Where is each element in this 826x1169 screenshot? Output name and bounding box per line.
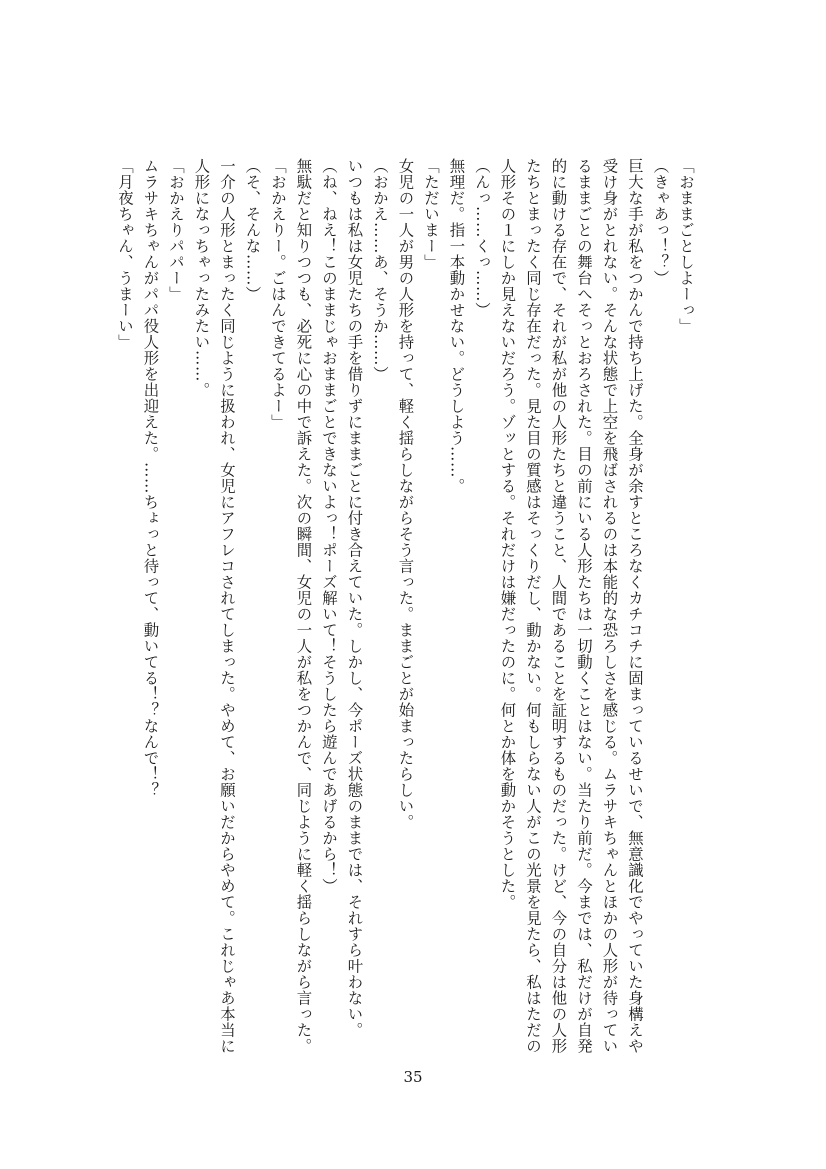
text-line: 「おままごとしよーっ」 — [677, 158, 695, 334]
text-line: 無駄だと知りつつも、必死に心の中で訴えた。次の瞬間、女児の一人が私をつかんで、同じように軽く揺らしながら言った。 — [294, 158, 313, 1054]
text-line: いつもは私は女児たちの手を借りずにままごとに付き合えていた。しかし、今ポーズ状態のままでは、それすら叶わない。 — [345, 158, 364, 1038]
text-line: 「ただいまー」 — [422, 158, 440, 270]
text-line: 巨大な手が私をつかんで持ち上げた。全身が余すところなくカチコチに固まっているせいで、無意識化でやっていた身構えや受け身がとれない。そんな状態で上空を飛ばされるのは本能的な恐ろしさを感じる。ムラサキちゃんとほかの人形が待っているままごとの舞台へそっとおろされた。目の前にいる人形たちは一切動くことはない。当たり前だ。今までは、私だけが自発的に動ける存在で、それが私が他の人形たちと違うこと、人間であることを証明するものだった。けど、今の自分は他の人形たちとまったく同じ存在だった。見た目の質感はそっくりだし、動かない。何もしらない人がこの光景を見たら、私はただの人形その１にしか見えないだろう。ゾッとする。それだけは嫌だったのに。何とか体を動かそうとした。 — [498, 158, 644, 1054]
text-line: 無理だ。指一本動かせない。どうしよう……。 — [447, 158, 466, 494]
body-text — [116, 158, 698, 1058]
page-number: 35 — [403, 1068, 423, 1086]
text-line: 「おかえりー。ごはんできてるよー」 — [269, 158, 287, 430]
text-line: 「月夜ちゃん、うまーい」 — [116, 158, 134, 350]
text-line: （ね、ねえ！このままじゃおままごとできないよっ！ポーズ解いて！そうしたら遊んであげるから！） — [320, 158, 338, 894]
text-line: （おかえ……あ、そうか……） — [371, 158, 389, 382]
text-line: ムラサキちゃんがパパ役人形を出迎えた。……ちょっと待って、動いてる！？なんで！？ — [141, 158, 160, 798]
text-line: （そ、そんな……） — [243, 158, 262, 302]
text-line: （きゃあっ！？） — [651, 158, 670, 286]
text-line: 一介の人形とまったく同じように扱われ、女児にアフレコされてしまった。やめて、お願いだからやめて。これじゃあ本当に人形になっちゃったみたい……。 — [192, 158, 236, 1054]
text-line: 「おかえりパパー」 — [167, 158, 185, 302]
text-line: （んっ……くっ……） — [473, 158, 491, 318]
text-line: 女児の一人が男の人形を持って、軽く揺らしながらそう言った。ままごとが始まったらしい。 — [396, 158, 415, 830]
